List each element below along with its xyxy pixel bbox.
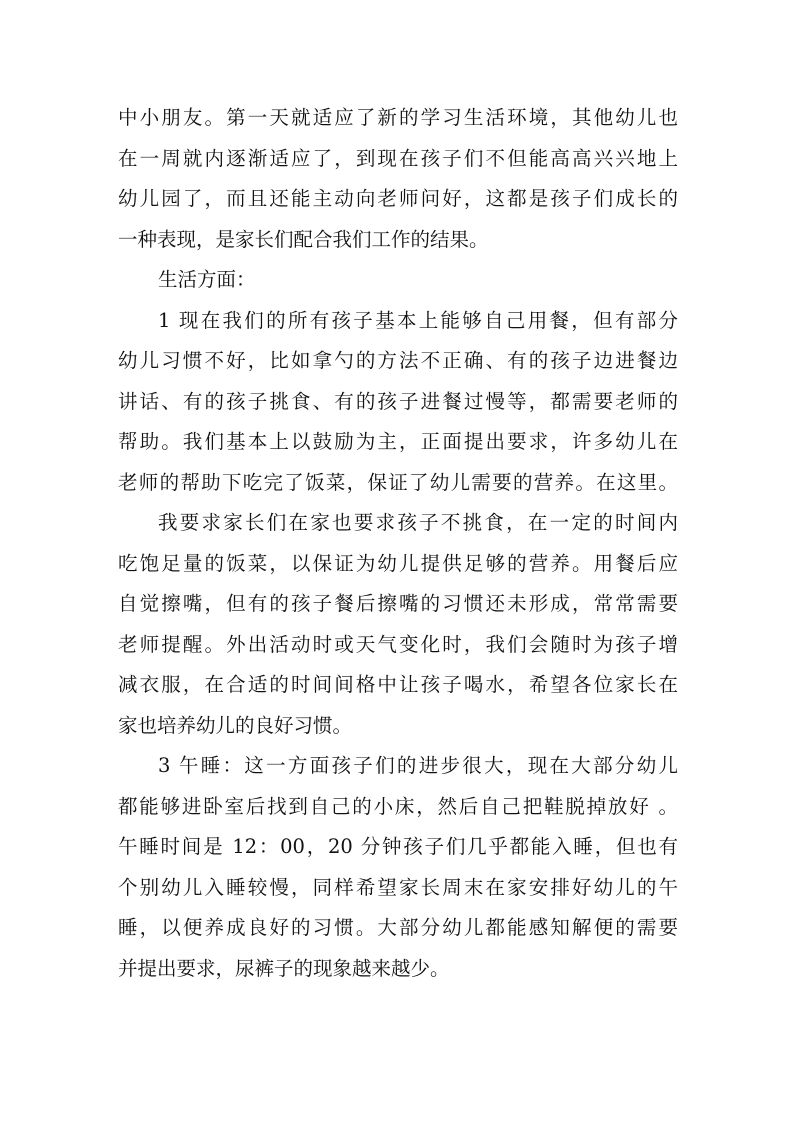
text-line: 我要求家长们在家也要求孩子不挑食，在一定的时间内 — [158, 511, 678, 534]
text-line: 讲话、有的孩子挑食、有的孩子进餐过慢等，都需要老师的 — [118, 389, 678, 413]
text-line: 自觉擦嘴，但有的孩子餐后擦嘴的习惯还未形成，常常需要 — [118, 592, 678, 615]
text-line: 个别幼儿入睡较慢，同样希望家长周末在家安排好幼儿的午 — [118, 875, 678, 899]
section-heading: 生活方面： — [158, 268, 256, 291]
text-line: 在一周就内逐渐适应了，到现在孩子们不但能高高兴兴地上 — [118, 146, 678, 170]
paragraph-parents — [118, 503, 678, 746]
text-line: 吃饱足量的饭菜，以保证为幼儿提供足够的营养。用餐后应 — [118, 551, 678, 575]
text-line: 帮助。我们基本上以鼓励为主，正面提出要求，许多幼儿在 — [118, 430, 678, 453]
text-line: 幼儿习惯不好，比如拿勺的方法不正确、有的孩子边进餐边 — [118, 349, 678, 372]
text-line: 睡，以便养成良好的习惯。大部分幼儿都能感知解便的需要 — [118, 916, 678, 939]
paragraph-nap — [118, 746, 678, 989]
text-line: 幼儿园了，而且还能主动向老师问好，这都是孩子们成长的 — [118, 187, 678, 210]
text-line: 一种表现，是家长们配合我们工作的结果。 — [118, 227, 489, 251]
paragraph-meals — [118, 301, 678, 504]
text-line: 午睡时间是 12：00，20 分钟孩子们几乎都能入睡，但也有 — [118, 835, 678, 858]
paragraph-intro — [118, 98, 678, 260]
text-line: 家也培养幼儿的良好习惯。 — [118, 713, 353, 737]
text-line: 3 午睡：这一方面孩子们的进步很大，现在大部分幼儿 — [158, 754, 678, 777]
text-line: 都能够进卧室后找到自己的小床，然后自己把鞋脱掉放好 。 — [118, 794, 678, 818]
text-line: 1 现在我们的所有孩子基本上能够自己用餐，但有部分 — [158, 308, 678, 332]
text-line: 老师的帮助下吃完了饭菜，保证了幼儿需要的营养。在这里。 — [118, 470, 678, 494]
text-line: 中小朋友。第一天就适应了新的学习生活环境，其他幼儿也 — [118, 106, 678, 129]
text-line: 并提出要求，尿裤子的现象越来越少。 — [118, 956, 450, 980]
document-body — [118, 98, 678, 989]
section-heading-life — [118, 260, 678, 301]
text-line: 老师提醒。外出活动时或天气变化时，我们会随时为孩子增 — [118, 632, 678, 656]
text-line: 减衣服，在合适的时间间格中让孩子喝水，希望各位家长在 — [118, 673, 678, 696]
